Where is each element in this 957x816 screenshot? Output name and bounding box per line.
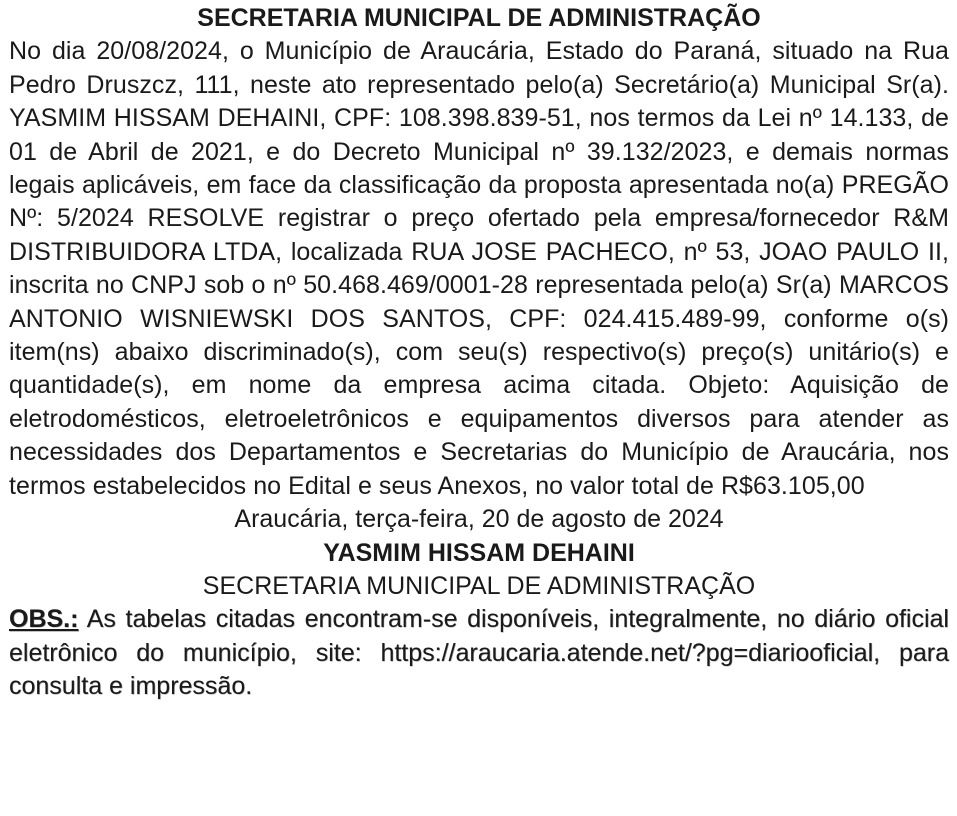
body-paragraph: No dia 20/08/2024, o Município de Araucária, Estado do Paraná, situado na Rua Pedro Druszcz, 111, neste ato representado pelo(a) Secretário(a) Municipal Sr(a). YASMIM HISSAM DEHAINI, CPF: 108.398.839-51, nos termos da Lei nº 14.133, de 01 de Abril de 2021, e do Decreto Municipal nº 39.132/2023, e demais normas legais aplicáveis, em face da classificação da proposta apresentada no(a) PREGÃO Nº: 5/2024 RESOLVE registrar o preço ofertado pela empresa/fornecedor R&M DISTRIBUIDORA LTDA, localizada RUA JOSE PACHECO, nº 53, JOAO PAULO II, inscrita no CNPJ sob o nº 50.468.469/0001-28 representada pelo(a) Sr(a) MARCOS ANTONIO WISNIEWSKI DOS SANTOS, CPF: 024.415.489-99, conforme o(s) item(ns) abaixo discriminado(s), com seu(s) respectivo(s) preço(s) unitário(s) e quantidade(s), em nome da empresa acima citada. Objeto: Aquisição de eletrodomésticos, eletroeletrônicos e equipamentos diversos para atender as necessidades dos Departamentos e Secretarias do Município de Araucária, nos termos estabelecidos no Edital e seus Anexos, no valor total de R$63.105,00	[9, 37, 949, 500]
document-title: SECRETARIA MUNICIPAL DE ADMINISTRAÇÃO	[197, 4, 761, 32]
signatory-name: YASMIM HISSAM DEHAINI	[323, 538, 635, 567]
document	[9, 2, 949, 704]
observation-label: OBS.:	[9, 605, 79, 634]
signatory-department: SECRETARIA MUNICIPAL DE ADMINISTRAÇÃO	[202, 571, 756, 600]
place-date: Araucária, terça-feira, 20 de agosto de 2024	[234, 505, 724, 534]
observation-text: As tabelas citadas encontram-se disponíveis, integralmente, no diário oficial eletrônico do município, site: https://araucaria.atende.net/?pg=diariooficial, para consulta e impressão.	[9, 605, 949, 701]
observation-note	[9, 603, 949, 703]
